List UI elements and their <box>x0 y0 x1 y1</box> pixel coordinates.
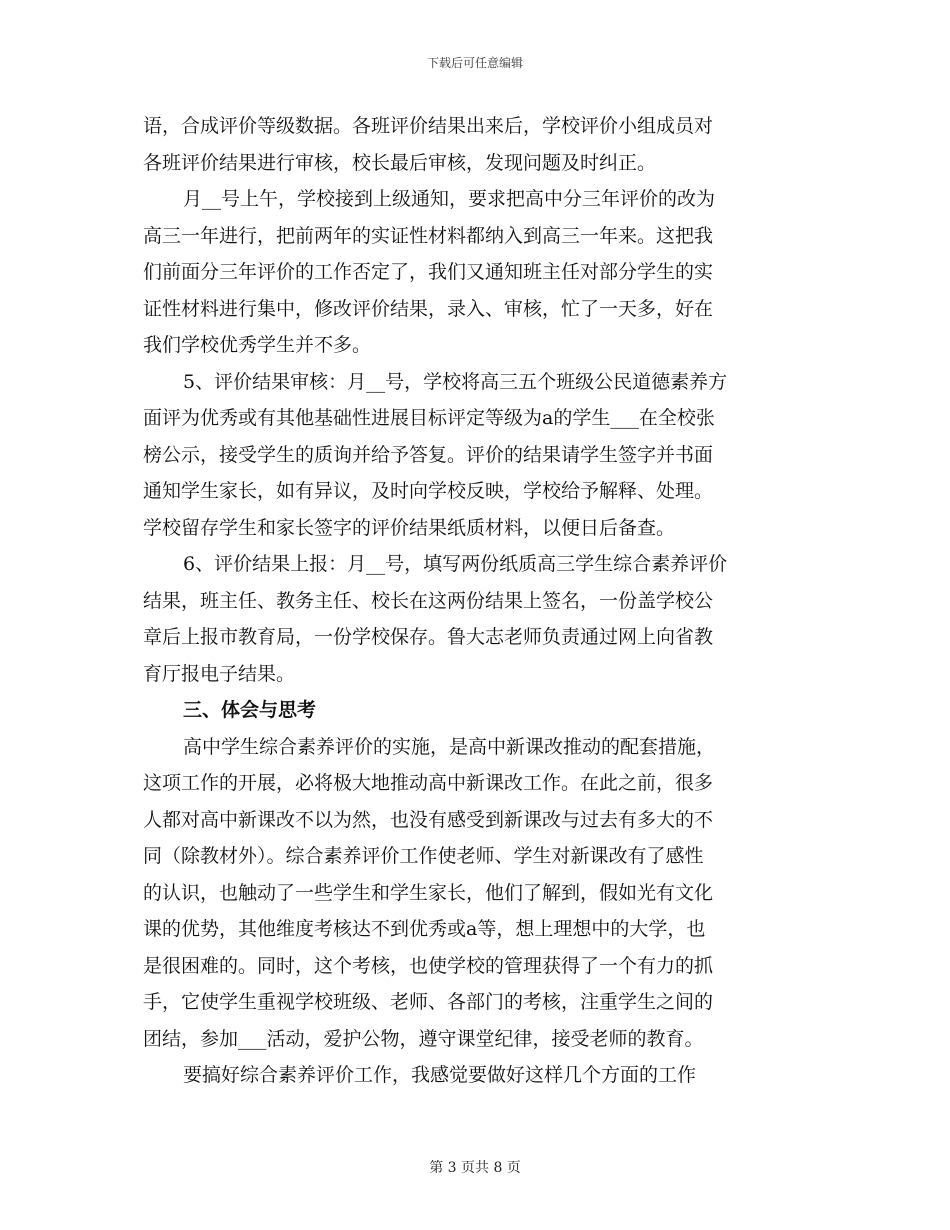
body-line: 人都对高中新课改不以为然，也没有感受到新课改与过去有多大的不 <box>143 808 714 831</box>
body-line: 证性材料进行集中，修改评价结果，录入、审核，忙了一天多，好在 <box>143 297 714 320</box>
body-line: 这项工作的开展，必将极大地推动高中新课改工作。在此之前，很多 <box>143 772 714 794</box>
body-line: 章后上报市教育局，一份学校保存。鲁大志老师负责通过网上向省教 <box>143 626 714 648</box>
page-footer: 第 3 页共 8 页 <box>429 1160 521 1176</box>
body-line: 语，合成评价等级数据。各班评价结果出来后，学校评价小组成员对 <box>143 115 714 137</box>
body-line: 的认识，也触动了一些学生和学生家长，他们了解到，假如光有文化 <box>143 881 714 904</box>
body-line: 高中学生综合素养评价的实施，是高中新课改推动的配套措施， <box>183 735 716 758</box>
body-line: 6、评价结果上报：月__号，填写两份纸质高三学生综合素养评价 <box>183 553 728 575</box>
body-line: 育厅报电子结果。 <box>143 662 296 685</box>
body-line: 榜公示，接受学生的质询并给予答复。评价的结果请学生签字并书面 <box>143 443 714 466</box>
body-line: 们前面分三年评价的工作否定了，我们又通知班主任对部分学生的实 <box>143 261 714 283</box>
document-body <box>143 108 807 1094</box>
section-heading: 三、体会与思考 <box>183 699 317 721</box>
body-line: 同（除教材外）。综合素养评价工作使老师、学生对新课改有了感性 <box>143 845 704 867</box>
body-line: 通知学生家长，如有异议，及时向学校反映，学校给予解释、处理。 <box>143 480 714 502</box>
body-line: 月__号上午，学校接到上级通知，要求把高中分三年评价的改为 <box>183 188 716 210</box>
body-line: 课的优势，其他维度考核达不到优秀或a等，想上理想中的大学，也 <box>143 918 706 940</box>
body-line: 各班评价结果进行审核，校长最后审核，发现问题及时纠正。 <box>143 151 657 174</box>
body-line: 团结，参加___活动，爱护公物，遵守课堂纪律，接受老师的教育。 <box>143 1027 704 1050</box>
body-line: 高三一年进行，把前两年的实证性材料都纳入到高三一年来。这把我 <box>143 224 714 247</box>
body-line: 结果，班主任、教务主任、校长在这两份结果上签名，一份盖学校公 <box>143 589 714 612</box>
body-line: 5、评价结果审核：月__号，学校将高三五个班级公民道德素养方 <box>183 370 728 393</box>
body-line: 我们学校优秀学生并不多。 <box>143 334 372 356</box>
body-line: 要搞好综合素养评价工作，我感觉要做好这样几个方面的工作 <box>183 1064 697 1086</box>
page-header: 下载后可任意编辑 <box>426 56 523 70</box>
body-line: 是很困难的。同时，这个考核，也使学校的管理获得了一个有力的抓 <box>143 954 714 977</box>
body-line: 学校留存学生和家长签字的评价结果纸质材料，以便日后备查。 <box>143 516 676 539</box>
body-line: 手，它使学生重视学校班级、老师、各部门的考核，注重学生之间的 <box>143 991 714 1013</box>
body-line: 面评为优秀或有其他基础性进展目标评定等级为a的学生___在全校张 <box>143 407 715 429</box>
